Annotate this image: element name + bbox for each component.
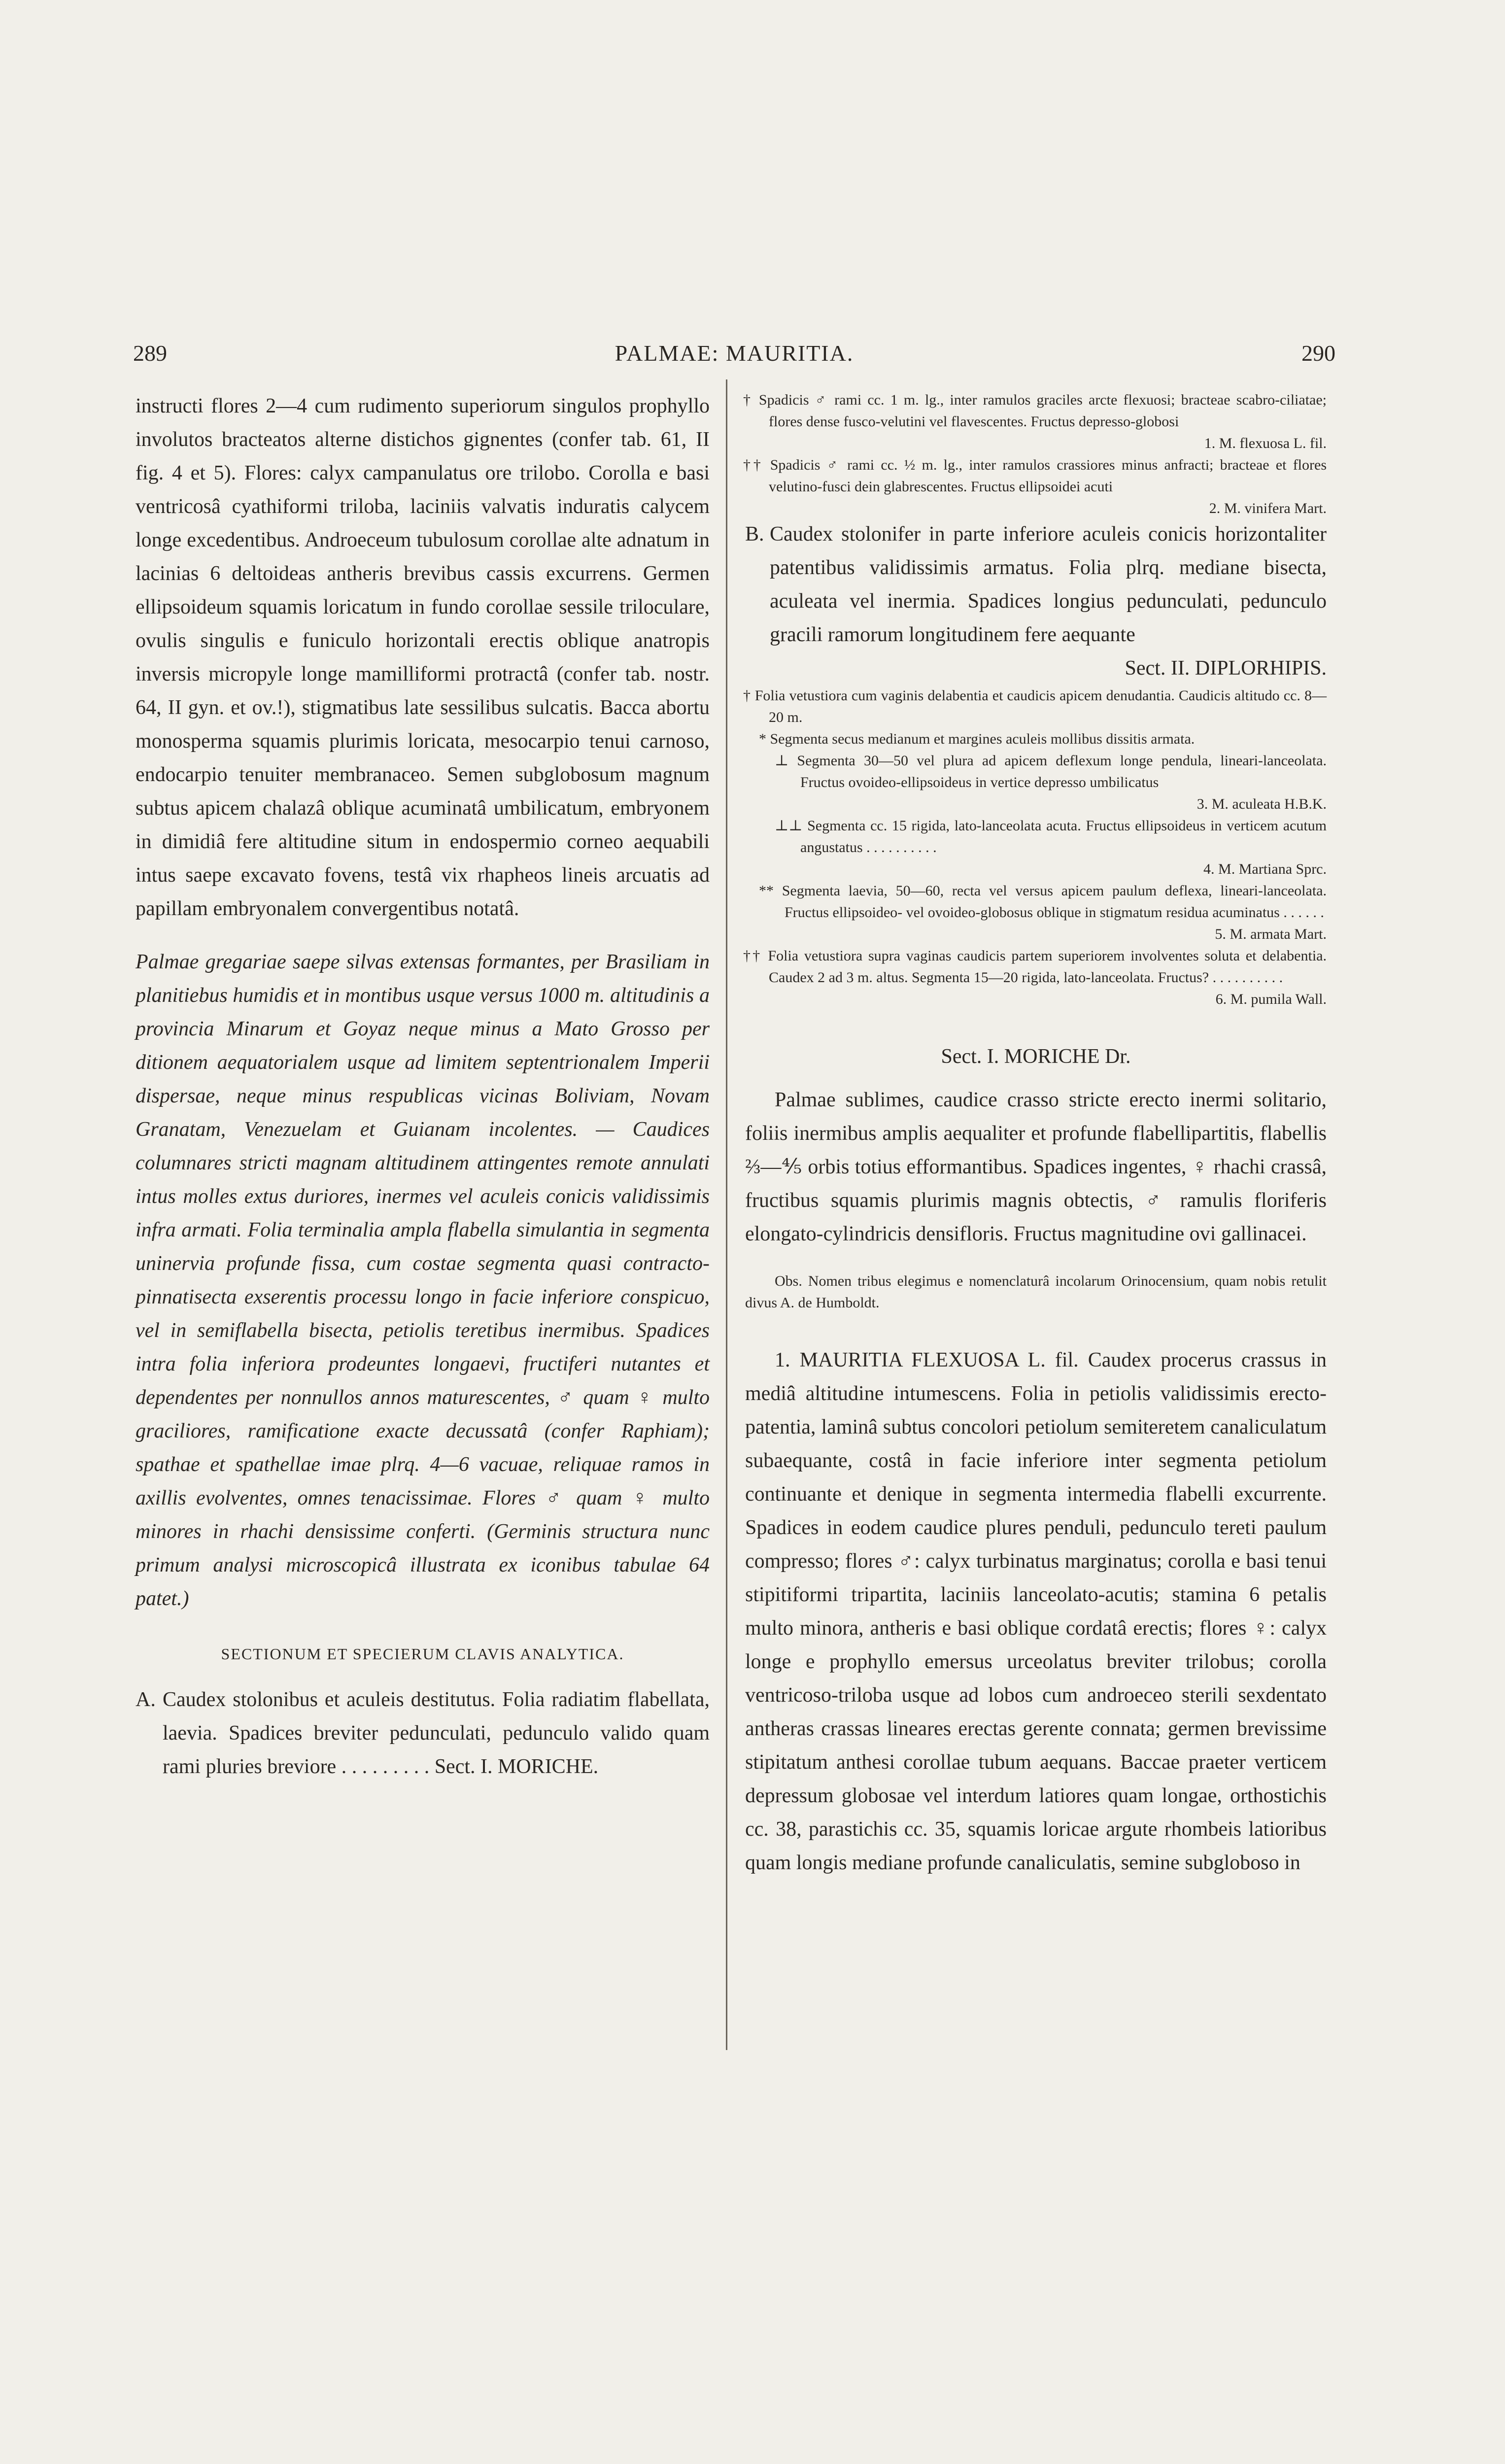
key-entry-5: ⊥ Segmenta 30—50 vel plura ad apicem deflexum longe pendula, lineari-lanceolata. Fructus ovoideo-ellipsoideus in vertice depresso umbilicatus	[775, 753, 1327, 790]
genus-distribution: Palmae gregariae saepe silvas extensas formantes, per Brasiliam in planitiebus humidis et in montibus usque versus 1000 m. altitudinis a provincia Minarum et Goyaz neque minus a Mato Grosso per ditionem aequatorialem usque ad limitem septentrionalem Imperii dispersae, neque minus respublicas vicinas Boliviam, Novam Granatam, Venezuelam et Guianam incolentes. — Caudices columnares stricti magnam altitudinem attingentes remote annulati intus molles extus duriores, inermes vel aculeis conicis validissimis infra armati. Folia terminalia ampla flabella simulantia in segmenta uninervia profunde fissa, cum costae segmenta quasi contracto-pinnatisecta exserentis processu longo in facie inferiore conspicuo, vel in semiflabella bisecta, petiolis teretibus inermibus. Spadices intra folia inferiora prodeuntes longaevi, fructiferi nutantes et dependentes per nonnullos annos maturescentes, ♂ quam ♀ multo graciliores, ramificatione exacte decussatâ (confer Raphiam); spathae et spathellae imae plrq. 4—6 vacuae, reliquae ramos in axillis evolventes, omnes tenacissimae. Flores ♂ quam ♀ multo minores in rhachi densissime conferti. (Germinis structura nunc primum analysi microscopicâ illustrata ex iconibus tabulae 64 patet.)	[136, 951, 710, 1610]
key-entry-2-text: †† Spadicis ♂ rami cc. ½ m. lg., inter ramulos crassiores minus anfracti; bracteae et flores velutino-fusci dein glabrescentes. Fructus ellipsoidei acuti	[743, 457, 1327, 495]
key-entry-7-ref: 5. M. armata Mart.	[1215, 926, 1327, 942]
left-column	[136, 389, 710, 1783]
genus-description: instructi flores 2—4 cum rudimento superiorum singulos prophyllo involutos bracteatos alterne distichos gignentes (confer tab. 61, II fig. 4 et 5). Flores: calyx campanulatus ore trilobo. Corolla e basi ventricosâ cyathiformi triloba, laciniis valvatis induratis calycem longe excedentibus. Androeceum tubulosum corollae alte adnatum in lacinias 6 deltoideas antheris brevibus cassis excurrens. Germen ellipsoideum squamis loricatum in fundo corollae sessile triloculare, ovulis singulis e funiculo horizontali erectis oblique anatropis inversis micropyle longe mamilliformi protractâ (confer tab. nostr. 64, II gyn. et ov.!), stigmatibus late sessilibus sulcatis. Bacca abortu monosperma squamis plurimis loricata, mesocarpio tenui carnoso, endocarpio tenuiter membranaceo. Semen subglobosum magnum subtus apicem chalazâ oblique acuminatâ umbilicatum, embryonem in dimidiâ fere altitudine situm in endospermio corneo aequabili intus saepe excavato fovens, testâ vix rhapheos lineis arcuatis ad papillam embryonalem convergentibus notatâ.	[136, 395, 710, 920]
key-entry-a-ref: Sect. I. MORICHE.	[434, 1755, 599, 1778]
key-entry-1-text: † Spadicis ♂ rami cc. 1 m. lg., inter ramulos graciles arcte flexuosi; bracteae scabro-ciliatae; flores dense fusco-velutini vel flavescentes. Fructus depresso-globosi	[743, 392, 1327, 430]
species-description: 1. MAURITIA FLEXUOSA L. fil. Caudex procerus crassus in mediâ altitudine intumescens. Folia in petiolis validissimis erecto-patentia, laminâ subtus concolori petiolum semiteretem canaliculatum subaequante, costâ in facie inferiore inter segmenta petiolum continuante et denique in segmenta intermedia flabelli excurrente. Spadices in eodem caudice plures penduli, pedunculo tereti paulum compresso; flores ♂: calyx turbinatus marginatus; corolla e basi tenui stipitiformi tripartita, laciniis lanceolato-acutis; stamina 6 petalis multo minora, antheris e basi oblique cordatâ erectis; flores ♀: calyx longe e prophyllo emersus urceolatus breviter trilobus; corolla ventricoso-triloba usque ad lobos cum androeceo sterili sexdentato antheras crassas lineares erectas gerente connata; germen brevissime stipitatum anthesi corollae tubum aequans. Baccae praeter verticem depressum globosae vel interdum latiores quam longae, orthostichis cc. 38, parastichis cc. 35, squamis loricae argute rhombeis latioribus quam longis mediane profunde canaliculatis, semine subgloboso in	[745, 1349, 1327, 1874]
key-entry-5-ref: 3. M. aculeata H.B.K.	[1197, 796, 1327, 812]
key-entry-6-ref: 4. M. Martiana Sprc.	[1203, 861, 1327, 877]
column-divider	[726, 379, 727, 2050]
key-entry-4: * Segmenta secus medianum et margines aculeis mollibus dissitis armata.	[759, 731, 1195, 747]
key-entry-6: ⊥⊥ Segmenta cc. 15 rigida, lato-lanceolata acuta. Fructus ellipsoideus in verticem acutum angustatus . . . . . . . . . .	[775, 818, 1327, 856]
key-entry-a-label: A.	[136, 1688, 156, 1711]
section-heading: Sect. I. MORICHE Dr.	[941, 1045, 1131, 1068]
key-entry-3: † Folia vetustiora cum vaginis delabentia et caudicis apicem denudantia. Caudicis altitudo cc. 8—20 m.	[743, 687, 1327, 725]
page-number-right: 290	[1301, 341, 1335, 366]
right-column	[745, 389, 1327, 1880]
key-entry-1-ref: 1. M. flexuosa L. fil.	[1204, 435, 1327, 451]
section-description: Palmae sublimes, caudice crasso stricte erecto inermi solitario, foliis inermibus amplis aequaliter et profunde flabellipartitis, flabellis ⅔—⅘ orbis totius efformantibus. Spadices ingentes, ♀ rhachi crassâ, fructibus squamis plurimis magnis obtectis, ♂ ramulis floriferis elongato-cylindricis densifloris. Fructus magnitudine ovi gallinacei.	[745, 1089, 1327, 1245]
key-entry-a-text: Caudex stolonibus et aculeis destitutus. Folia radiatim flabellata, laevia. Spadices breviter pedunculati, pedunculo valido quam rami pluries breviore . . . . . . . . .	[163, 1688, 710, 1778]
key-entry-b-text: Caudex stolonifer in parte inferiore aculeis conicis horizontaliter patentibus validissimis armatus. Folia plrq. mediane bisecta, aculeata vel inermia. Spadices longius pedunculati, pedunculo gracili ramorum longitudinem fere aequante	[770, 523, 1327, 646]
key-entry-2-ref: 2. M. vinifera Mart.	[1209, 500, 1327, 516]
key-entry-8: †† Folia vetustiora supra vaginas caudicis partem superiorem involventes soluta et delabentia. Caudex 2 ad 3 m. altus. Segmenta 15—20 rigida, lato-lanceolata. Fructus? . . . . . . . . . .	[743, 948, 1327, 986]
running-header	[133, 340, 1335, 375]
key-entry-b-ref: Sect. II. DIPLORHIPIS.	[1125, 657, 1327, 680]
page-number-left: 289	[133, 341, 167, 366]
key-entry-2	[745, 454, 1327, 498]
key-title: SECTIONUM ET SPECIERUM CLAVIS ANALYTICA.	[221, 1645, 624, 1663]
key-entry-8-ref: 6. M. pumila Wall.	[1215, 991, 1327, 1007]
running-title: PALMAE: MAURITIA.	[615, 341, 854, 366]
key-entry-a	[136, 1683, 710, 1783]
key-entry-7: ** Segmenta laevia, 50—60, recta vel versus apicem paulum deflexa, lineari-lanceolata. Fructus ellipsoideo- vel ovoideo-globosus oblique in stigmatum residua acuminatus . . . . . .	[759, 883, 1327, 921]
observation-note: Obs. Nomen tribus elegimus e nomenclaturâ incolarum Orinocensium, quam nobis retulit divus A. de Humboldt.	[745, 1273, 1327, 1311]
spacer	[136, 925, 710, 945]
key-entry-b	[745, 517, 1327, 651]
key-entry-b-label: B.	[745, 523, 764, 546]
key-entry-1	[745, 389, 1327, 433]
